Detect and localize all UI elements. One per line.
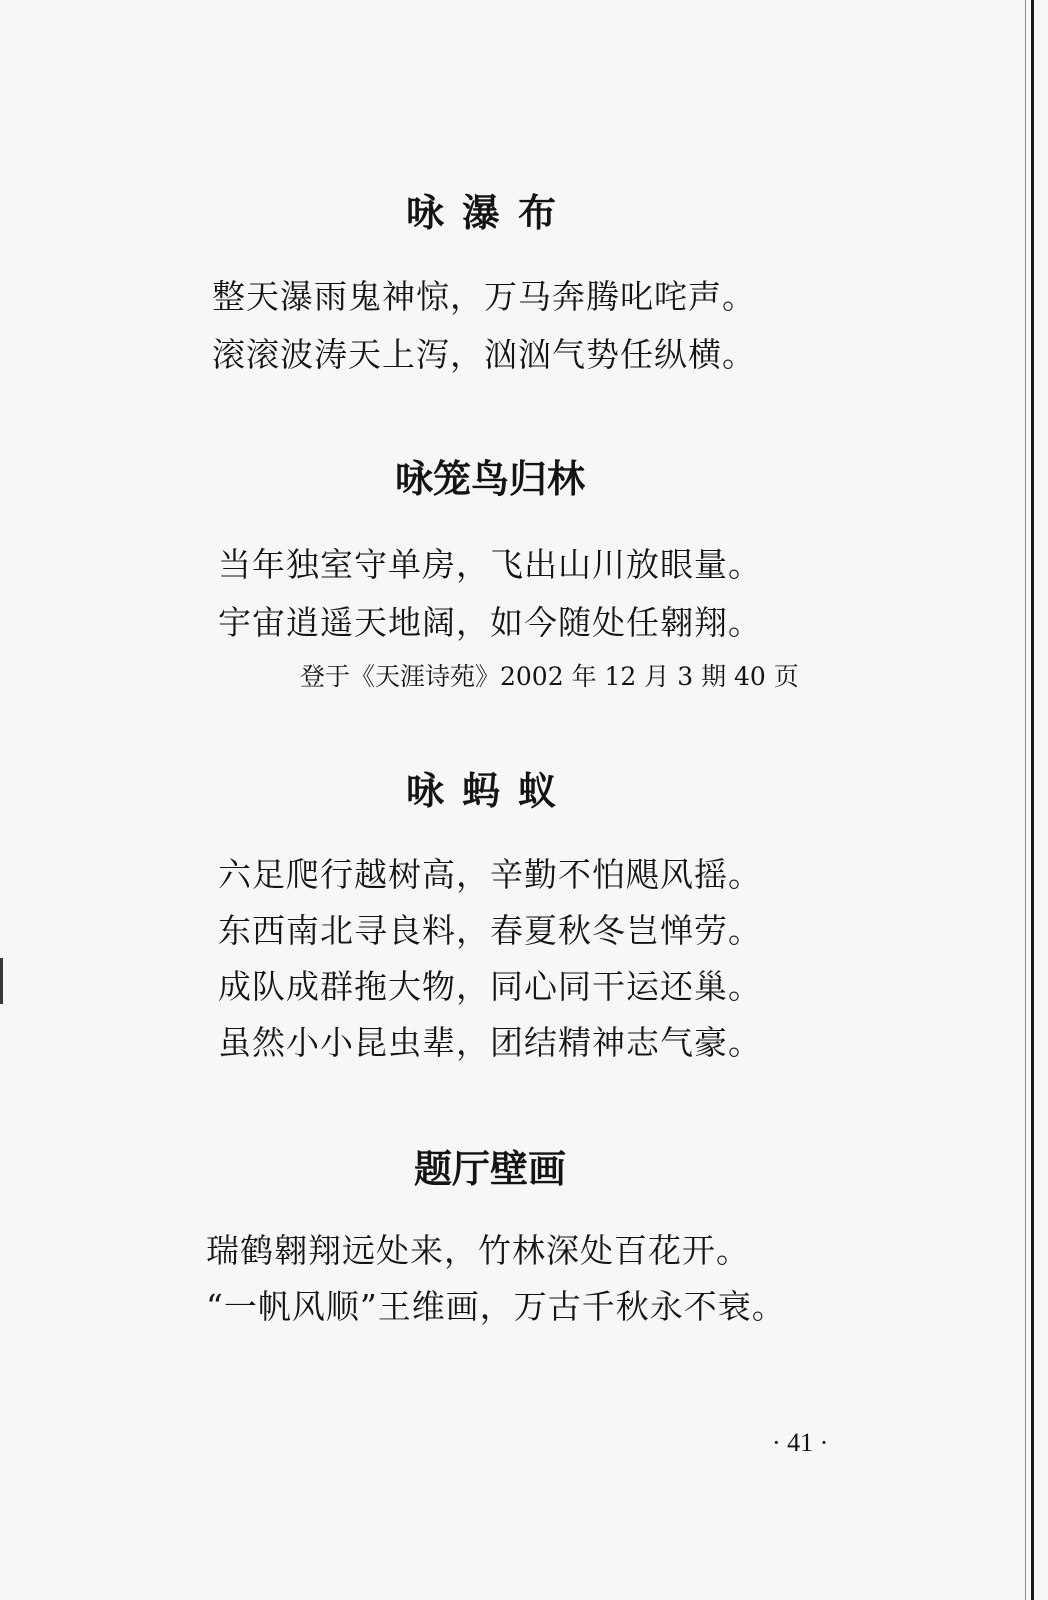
- poem-line: 当年独室守单房，飞出山川放眼量。: [218, 545, 762, 584]
- poem-title-wall-painting: 题厅壁画: [413, 1147, 566, 1191]
- poem-line: 成队成群拖大物，同心同干运还巢。: [218, 967, 762, 1006]
- poem-line: 整天瀑雨鬼神惊，万马奔腾叱咤声。: [212, 277, 756, 316]
- publication-note: 登于《天涯诗苑》2002 年 12 月 3 期 40 页: [300, 662, 799, 691]
- poem-title-ant: 咏蚂蚁: [405, 769, 574, 813]
- page-number: · 41 ·: [772, 1428, 829, 1457]
- poem-line: 宇宙逍遥天地阔，如今随处任翱翔。: [218, 603, 762, 642]
- poem-line: 虽然小小昆虫辈，团结精神志气豪。: [218, 1023, 762, 1062]
- poem-title-waterfall: 咏瀑布: [405, 191, 574, 235]
- poem-line: 六足爬行越树高，辛勤不怕飓风摇。: [218, 855, 762, 894]
- poem-line: 东西南北寻良料，春夏秋冬岂惮劳。: [218, 911, 762, 950]
- poem-line: 滚滚波涛天上泻，汹汹气势任纵横。: [212, 335, 756, 374]
- page-edge-line: [1031, 0, 1034, 1600]
- poem-line: “一帆风顺”王维画，万古千秋永不衰。: [206, 1287, 786, 1326]
- poem-title-caged-bird: 咏笼鸟归林: [394, 457, 585, 501]
- poem-line: 瑞鹤翱翔远处来，竹林深处百花开。: [206, 1231, 750, 1270]
- scan-artifact: [0, 958, 3, 1004]
- page-edge-shadow: [1025, 0, 1026, 1600]
